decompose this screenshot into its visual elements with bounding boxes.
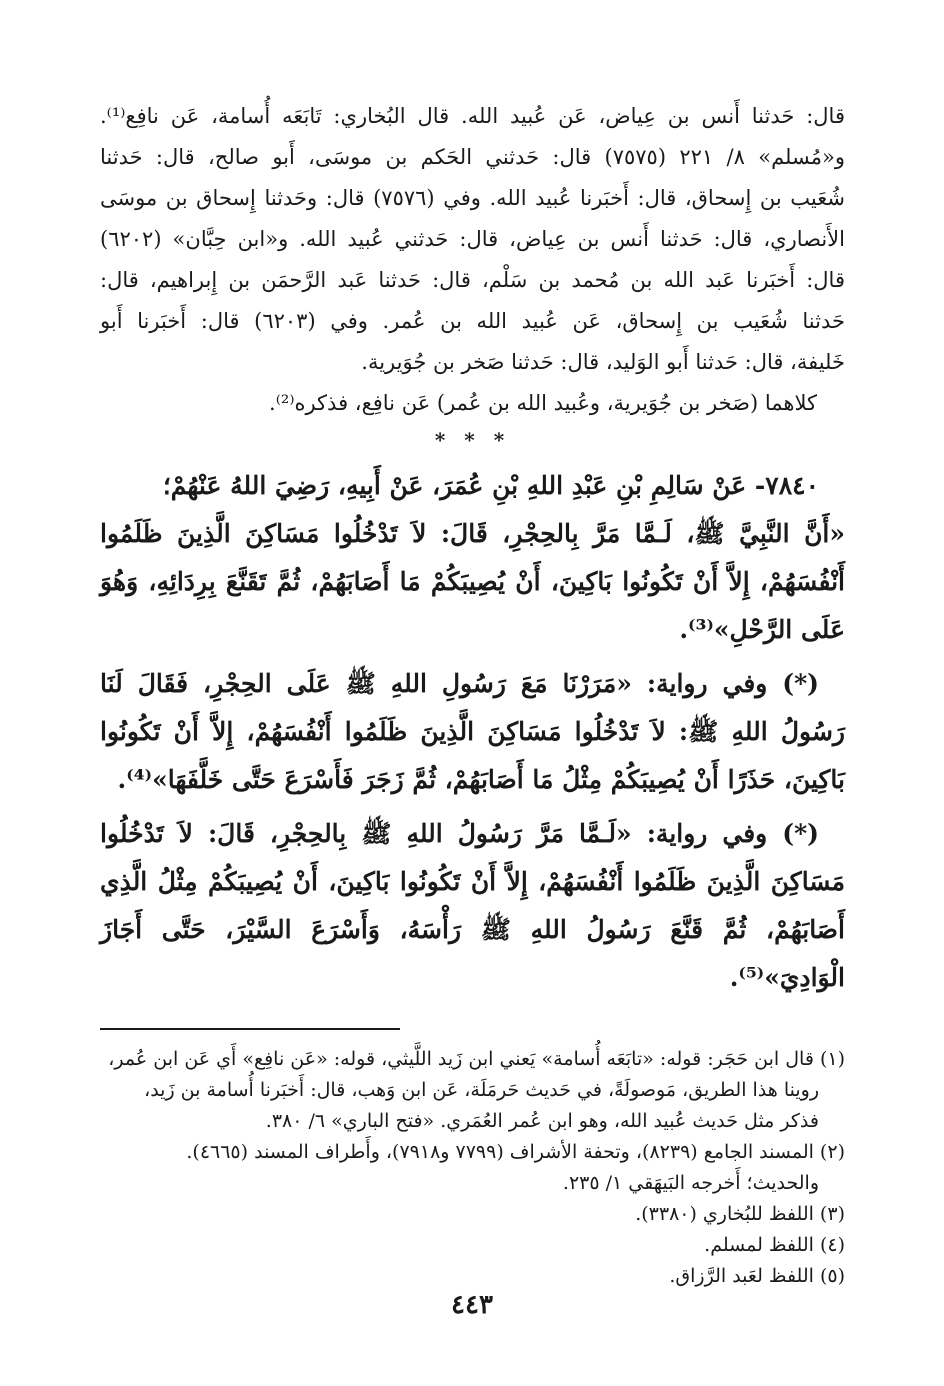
takhrij-line: حَدثنا شُعَيب بن إِسحاق، عَن عُبيد الله بن عُمر. وفي (٦٢٠٣) قال: أَخبَرنا أَبو: [100, 309, 845, 333]
footnote-divider: [100, 1028, 400, 1030]
footnote-5: (٥) اللفظ لعَبد الرَّزاق.: [669, 1265, 845, 1287]
takhrij-line: شُعَيب بن إِسحاق، قال: أَخبَرنا عُبيد الله. وفي (٧٥٧٦) قال: وحَدثنا إِسحاق بن موسَى: [100, 186, 845, 210]
footnote-2-continuation: والحديث؛ أَخرجه البَيهَقي ١/ ٢٣٥.: [562, 1172, 819, 1194]
footnote-1-continuation: فذكر مثل حَديث عُبيد الله، وهو ابن عُمر العُمَري. «فتح الباري» ٦/ ٣٨٠.: [265, 1110, 819, 1132]
footnote-3: (٣) اللفظ للبُخاري (٣٣٨٠).: [635, 1203, 845, 1225]
takhrij-line: و«مُسلم» ٨/ ٢٢١ (٧٥٧٥) قال: حَدثني الحَكم بن موسَى، أَبو صالح، قال: حَدثنا: [100, 145, 845, 169]
takhrij-block: [100, 96, 845, 424]
footnotes: [100, 1044, 845, 1292]
hadith-riwaya: (*) وفي رواية: «لَـمَّا مَرَّ رَسُولُ اللهِ ﷺ بِالحِجْرِ، قَالَ: لاَ تَدْخُلُوا مَسَاكِنَ الَّذِينَ ظَلَمُوا أَنْفُسَهُمْ، إِلاَّ أَنْ تَكُونُوا بَاكِينَ، أَنْ يُصِيبَكُمْ مِثْلُ الَّذِي أَصَابَهُمْ، ثُمَّ قَنَّعَ رَسُولُ اللهِ ﷺ رَأْسَهُ، وَأَسْرَعَ السَّيْرَ، حَتَّى أَجَازَ الْوَادِيَ»⁽⁵⁾.: [100, 819, 845, 992]
footnote-2: (٢) المسند الجامع (٨٢٣٩)، وتحفة الأشراف (٧٧٩٩ و٧٩١٨)، وأَطراف المسند (٤٦٦٥).: [186, 1141, 845, 1163]
takhrij-line: الأَنصاري، قال: حَدثنا أَنس بن عِياض، قال: حَدثني عُبيد الله. و«ابن حِبَّان» (٦٢٠٢): [100, 227, 845, 251]
section-separator: * * *: [434, 428, 511, 452]
footnote-1-continuation: روينا هذا الطريق، مَوصولَةً، في حَديث حَرمَلَة، عَن ابن وَهب، قال: أَخبَرنا أُسامة بن زَيد،: [144, 1079, 819, 1101]
takhrij-line: قال: أَخبَرنا عَبد الله بن مُحمد بن سَلْم، قال: حَدثنا عَبد الرَّحمَن بن إِبراهيم، قال:: [100, 268, 845, 292]
takhrij-line: قال: حَدثنا أَنس بن عِياض، عَن عُبيد الله. قال البُخاري: تَابَعَه أُسامة، عَن نافِع⁽¹⁾.: [100, 104, 845, 128]
takhrij-line: خَليفة، قال: حَدثنا أَبو الوَليد، قال: حَدثنا صَخر بن جُوَيرية.: [361, 350, 845, 374]
page-content: [100, 96, 845, 1292]
hadith-heading: ٧٨٤٠- عَنْ سَالِمِ بْنِ عَبْدِ اللهِ بْنِ عُمَرَ، عَنْ أَبِيهِ، رَضِيَ اللهُ عَنْهُمْ؛: [162, 471, 819, 500]
hadith-main-text: «أَنَّ النَّبِيَّ ﷺ، لَـمَّا مَرَّ بِالحِجْرِ، قَالَ: لاَ تَدْخُلُوا مَسَاكِنَ الَّذِينَ ظَلَمُوا أَنْفُسَهُمْ، إِلاَّ أَنْ تَكُونُوا بَاكِينَ، أَنْ يُصِيبَكُمْ مَا أَصَابَهُمْ، ثُمَّ تَقَنَّعَ بِرِدَائِهِ، وَهُوَ عَلَى الرَّحْلِ»⁽³⁾.: [100, 519, 845, 644]
page-number: ٤٤٣: [451, 1290, 493, 1320]
footnote-1: (١) قال ابن حَجَر: قوله: «تابَعَه أُسامة» يَعني ابن زَيد اللَّيثي، قوله: «عَن نافِع» أَي عَن ابن عُمر،: [108, 1048, 845, 1070]
footnote-4: (٤) اللفظ لمسلم.: [704, 1234, 845, 1256]
footnote-rule: [100, 1028, 845, 1030]
hadith-riwaya: (*) وفي رواية: «مَرَرْنَا مَعَ رَسُولِ اللهِ ﷺ عَلَى الحِجْرِ، فَقَالَ لَنَا رَسُولُ اللهِ ﷺ: لاَ تَدْخُلُوا مَسَاكِنَ الَّذِينَ ظَلَمُوا أَنْفُسَهُمْ، إِلاَّ أَنْ تَكُونُوا بَاكِينَ، حَذَرًا أَنْ يُصِيبَكُمْ مِثْلُ مَا أَصَابَهُمْ، ثُمَّ زَجَرَ فَأَسْرَعَ حَتَّى خَلَّفَهَا»⁽⁴⁾.: [100, 669, 845, 794]
hadith-block: [100, 462, 845, 1002]
takhrij-conclusion: كلاهما (صَخر بن جُوَيرية، وعُبيد الله بن عُمر) عَن نافِع، فذكره⁽²⁾.: [269, 391, 817, 415]
